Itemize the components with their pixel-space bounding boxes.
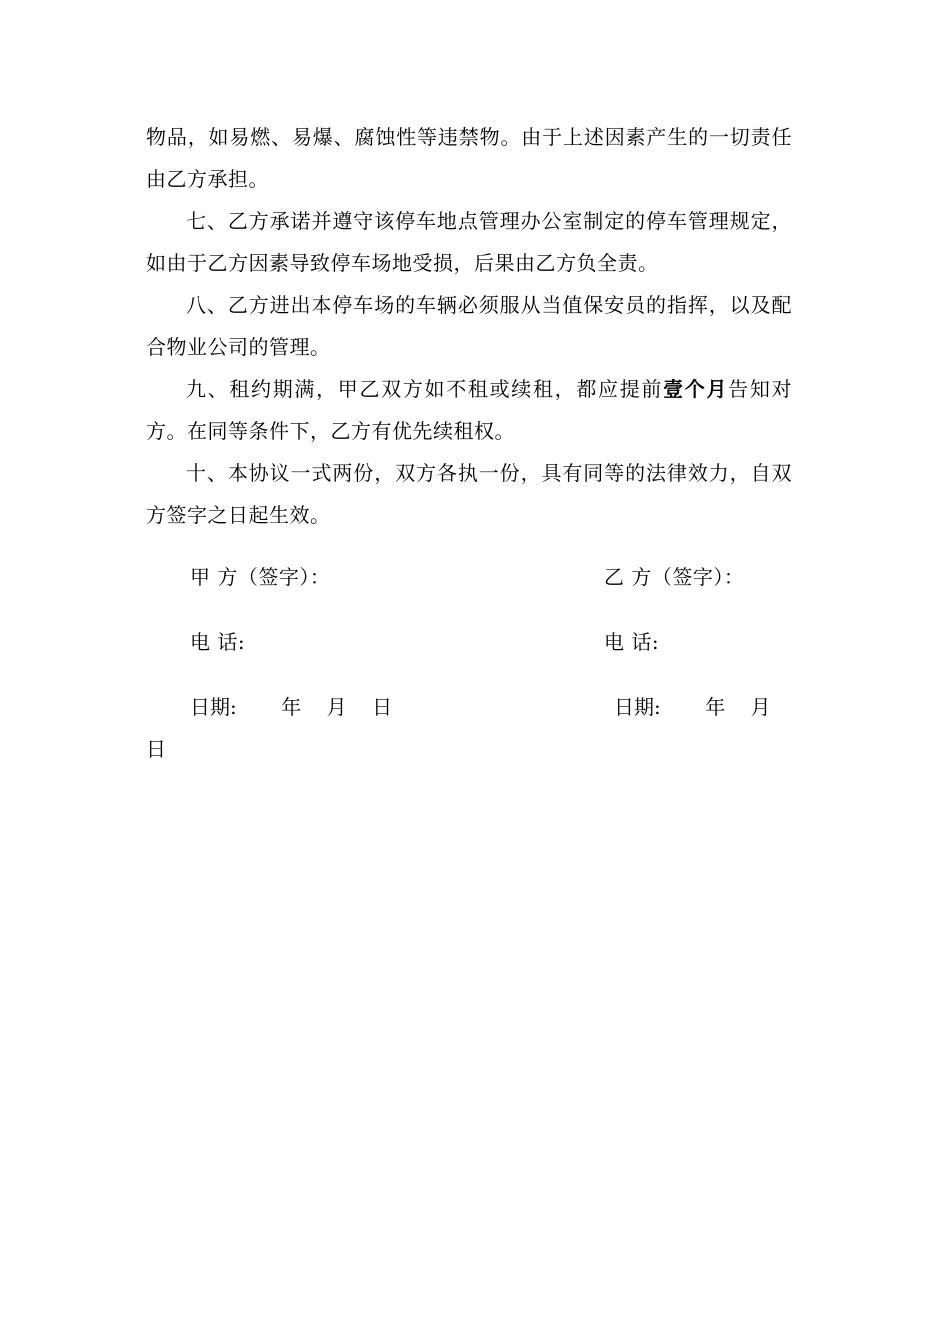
party-b-signature-label: 乙 方（签字）： [604,565,745,589]
clause-nine-text-end: 告知对方。在同等条件下，乙方有优先续租权。 [146,377,793,443]
contract-body [146,116,792,536]
clause-seven: 七、乙方承诺并遵守该停车地点管理办公室制定的停车管理规定，如由于乙方因素导致停车场地受损，后果由乙方负全责。 [146,209,792,275]
party-b-date-line: 日期: 年 月 [614,695,771,719]
party-a-phone-label: 电 话: [190,630,246,654]
clause-ten: 十、本协议一式两份，双方各执一份，具有同等的法律效力，自双方签字之日起生效。 [146,461,792,527]
clause-eight: 八、乙方进出本停车场的车辆必须服从当值保安员的指挥，以及配合物业公司的管理。 [146,293,792,359]
clause-nine-text-start: 九、租约期满，甲乙双方如不租或续租，都应提前 [186,377,664,401]
clause-six-continuation: 物品，如易燃、易爆、腐蚀性等违禁物。由于上述因素产生的一切责任由乙方承担。 [146,125,792,191]
party-a-date-line: 日期: 年 月 日 [190,695,393,719]
party-b-phone-label: 电 话: [604,630,660,654]
party-a-signature-label: 甲 方（签字）： [190,565,331,589]
party-b-date-day: 日 [146,737,166,761]
clause-nine [146,368,792,452]
notice-period-bold: 壹个月 [663,377,729,401]
